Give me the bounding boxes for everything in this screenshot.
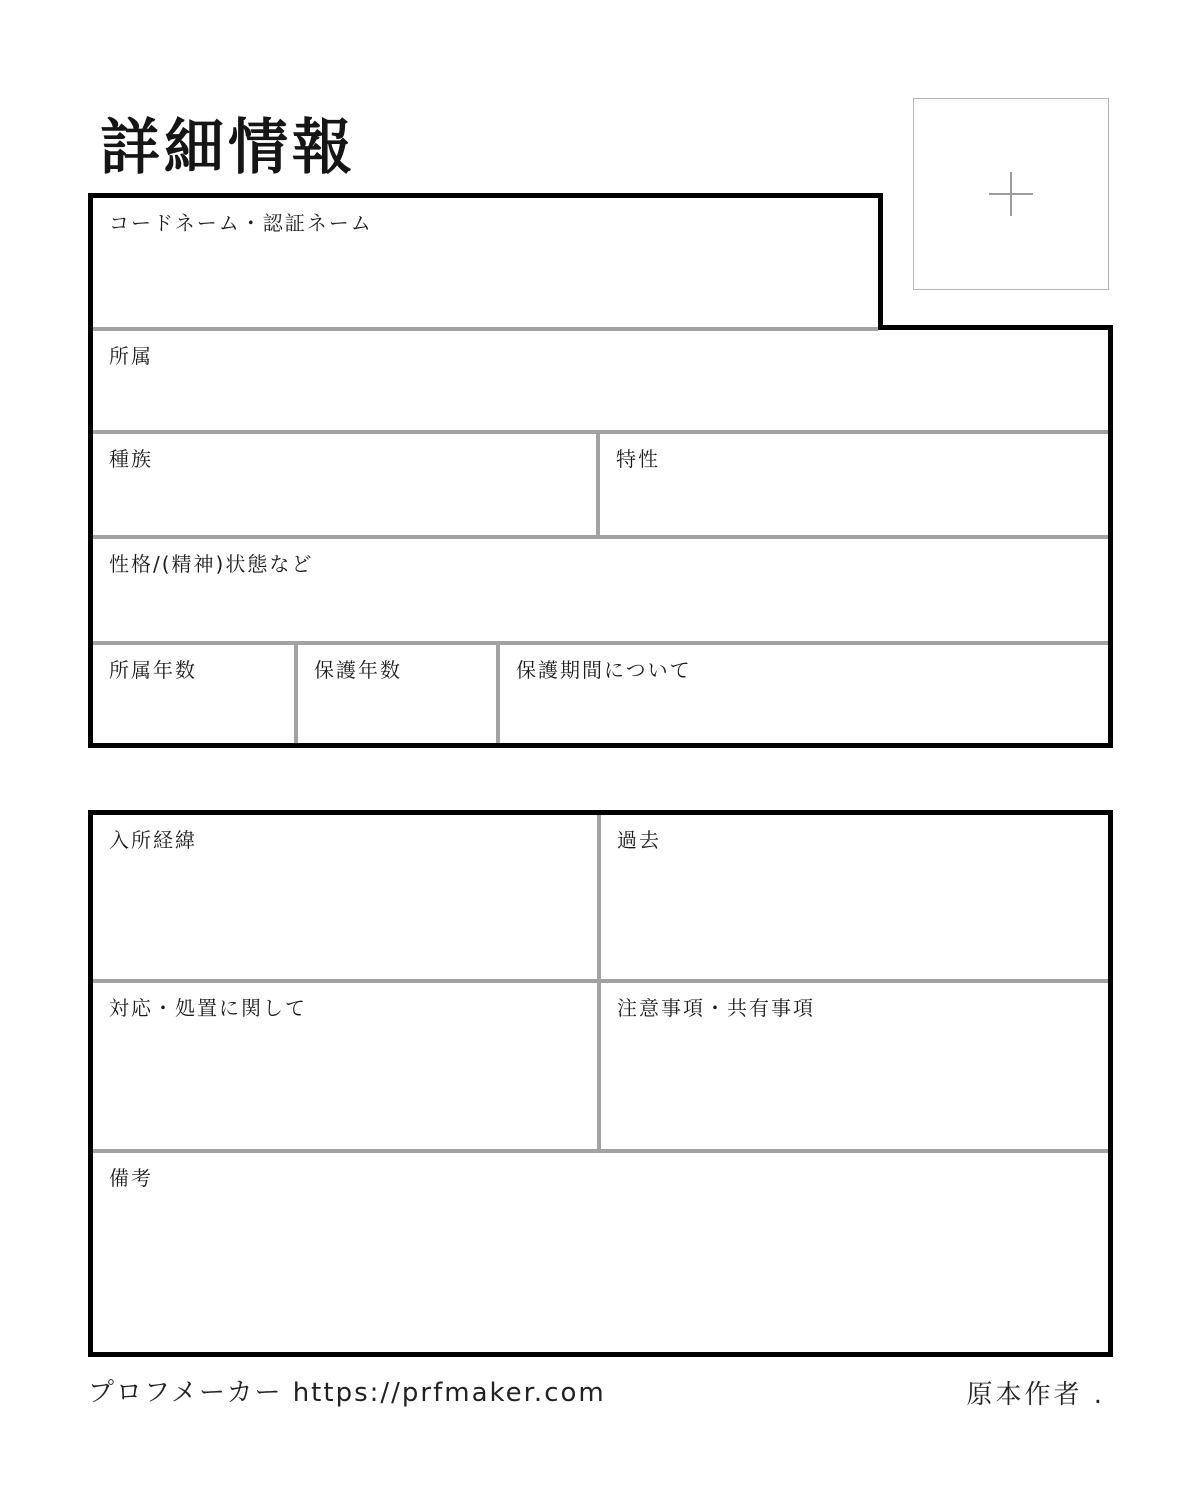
field-affiliation-label: 所属 (109, 344, 153, 368)
field-trait-label: 特性 (616, 447, 660, 471)
table1-border-bottom (88, 743, 1113, 748)
field-protection-period-label: 保護期間について (516, 658, 692, 682)
field-species-label: 種族 (109, 447, 153, 471)
field-past[interactable] (601, 815, 1108, 979)
field-years-affiliation[interactable] (93, 645, 294, 743)
field-admission-label: 入所経緯 (109, 828, 197, 852)
field-cautions-label: 注意事項・共有事項 (617, 996, 815, 1020)
field-cautions[interactable] (601, 983, 1108, 1149)
field-years-protection[interactable] (298, 645, 496, 743)
field-remarks[interactable] (93, 1153, 1108, 1352)
photo-upload-box[interactable] (913, 98, 1109, 290)
field-years-affiliation-label: 所属年数 (109, 658, 197, 682)
field-codename[interactable] (93, 198, 878, 327)
field-remarks-label: 備考 (109, 1166, 153, 1190)
field-trait[interactable] (600, 434, 1108, 535)
table2-border-bottom (88, 1352, 1113, 1357)
field-admission[interactable] (93, 815, 597, 979)
field-personality-label: 性格/(精神)状態など (109, 552, 314, 576)
plus-icon (989, 171, 1033, 217)
table1-border-step (878, 325, 1113, 330)
field-affiliation[interactable] (93, 331, 1108, 430)
field-years-protection-label: 保護年数 (314, 658, 402, 682)
page-title: 詳細情報 (100, 113, 356, 183)
footer-author-credit: 原本作者 . (966, 1380, 1105, 1410)
field-personality[interactable] (93, 539, 1108, 641)
table1-border-right-lower (1108, 325, 1113, 748)
table2-border-right (1108, 810, 1113, 1357)
field-handling-label: 対応・処置に関して (109, 996, 307, 1020)
field-protection-period[interactable] (500, 645, 1108, 743)
footer-site-credit: プロフメーカー https://prfmaker.com (88, 1378, 606, 1408)
field-codename-label: コードネーム・認証ネーム (109, 211, 373, 235)
field-species[interactable] (93, 434, 596, 535)
field-handling[interactable] (93, 983, 597, 1149)
field-past-label: 過去 (617, 828, 661, 852)
table1-border-right-upper (878, 193, 883, 330)
